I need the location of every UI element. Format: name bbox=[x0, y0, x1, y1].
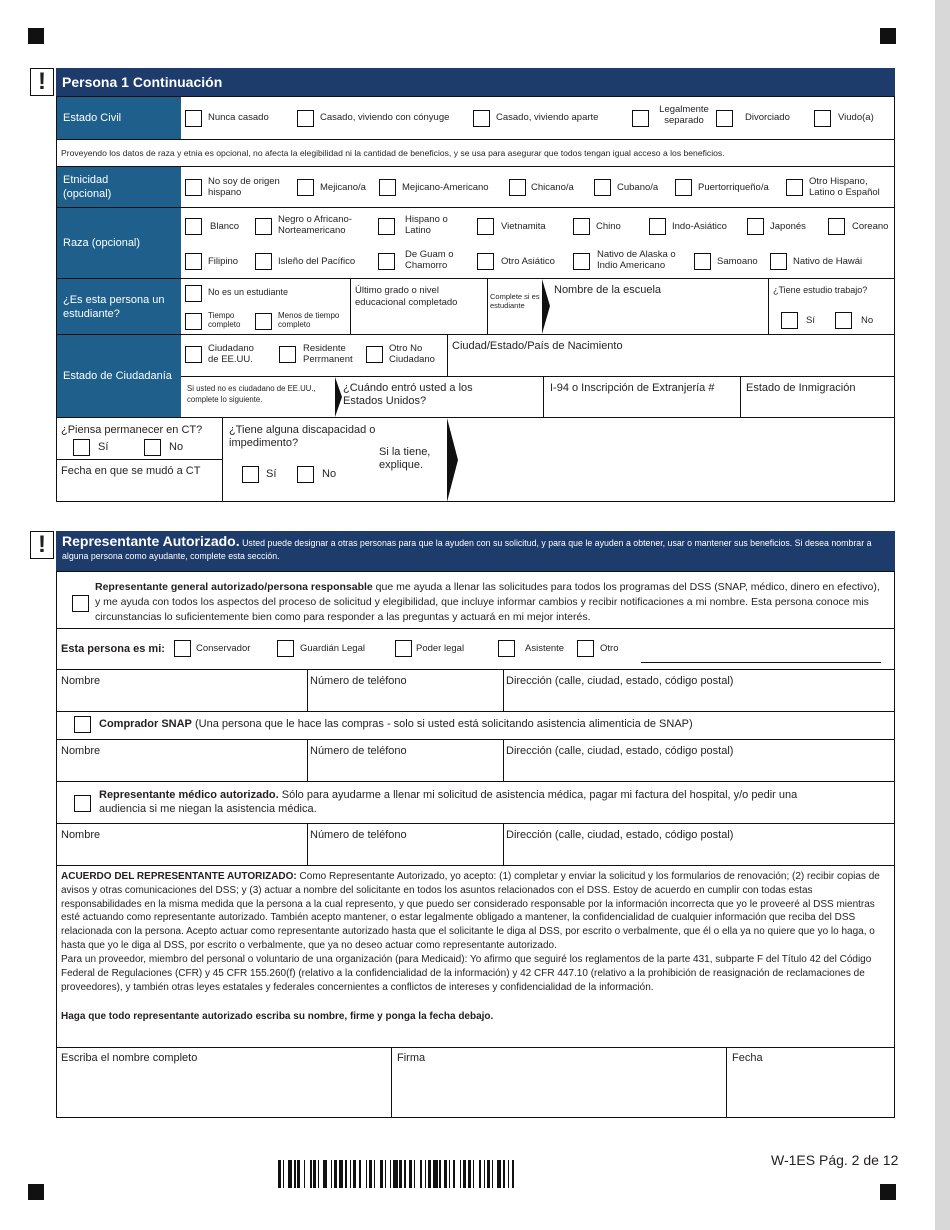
checkbox-married-living[interactable] bbox=[297, 110, 314, 127]
checkbox-asian-indian[interactable] bbox=[649, 218, 666, 235]
option-label: Legalmente separado bbox=[659, 104, 709, 126]
option-label: Blanco bbox=[210, 221, 240, 232]
checkbox-guamanian[interactable] bbox=[378, 253, 395, 270]
stay-ct-label: ¿Piensa permanecer en CT? bbox=[61, 424, 203, 436]
phone-label: Número de teléfono bbox=[310, 829, 407, 841]
registration-mark-top-left bbox=[28, 28, 44, 44]
option-label: Residente Perrmanent bbox=[303, 343, 353, 365]
ethnicity-label: Etnicidad (opcional) bbox=[57, 167, 181, 207]
no-label: No bbox=[322, 468, 337, 480]
checkbox-other-asian[interactable] bbox=[477, 253, 494, 270]
non-citizen-note: Si usted no es ciudadano de EE.UU., complete lo siguiente. bbox=[187, 384, 316, 404]
registration-mark-bottom-left bbox=[28, 1184, 44, 1200]
checkbox-stay-no[interactable] bbox=[144, 439, 161, 456]
arrow-icon bbox=[333, 377, 343, 417]
name-label: Nombre bbox=[61, 675, 101, 687]
race-note: Proveyendo los datos de raza y etnia es opcional, no afecta la elegibilidad ni la cantidad de beneficios, y se usa para asegurar que todos tengan igual acceso a los beneficios. bbox=[61, 148, 725, 158]
option-label: Japonés bbox=[770, 221, 806, 232]
checkbox-stay-yes[interactable] bbox=[73, 439, 90, 456]
checkbox-other-hispanic[interactable] bbox=[786, 179, 803, 196]
medical-rep-text: Representante médico autorizado. Sólo para ayudarme a llenar mi solicitud de asistencia médica, pagar mi factura del hospital, y/o pedir una audiencia si me niegan la asistencia médica. bbox=[99, 789, 798, 815]
option-label: No es un estudiante bbox=[208, 287, 289, 297]
checkbox-conservator[interactable] bbox=[174, 640, 191, 657]
checkbox-disability-no[interactable] bbox=[297, 466, 314, 483]
option-label: Otro Asiático bbox=[501, 256, 555, 267]
full-name-label: Escriba el nombre completo bbox=[61, 1052, 198, 1064]
disability-label: ¿Tiene alguna discapacidad o impedimento? bbox=[229, 424, 376, 449]
checkbox-other[interactable] bbox=[577, 640, 594, 657]
checkbox-mexican-american[interactable] bbox=[379, 179, 396, 196]
option-label: Conservador bbox=[196, 643, 251, 654]
arrow-icon bbox=[445, 418, 459, 502]
checkbox-full-time[interactable] bbox=[185, 313, 202, 330]
option-label: Coreano bbox=[852, 221, 889, 232]
address-label: Dirección (calle, ciudad, estado, código postal) bbox=[506, 675, 734, 687]
checkbox-vietnamese[interactable] bbox=[477, 218, 494, 235]
scrollbar[interactable] bbox=[935, 0, 950, 1230]
checkbox-married-apart[interactable] bbox=[473, 110, 490, 127]
checkbox-widowed[interactable] bbox=[814, 110, 831, 127]
option-label: No soy de origen hispano bbox=[208, 176, 280, 198]
citizenship-label: Estado de Ciudadanía bbox=[57, 335, 181, 417]
option-label: Chino bbox=[596, 221, 621, 232]
option-label: Puertorriqueño/a bbox=[698, 182, 769, 193]
checkbox-other-non-citizen[interactable] bbox=[366, 346, 383, 363]
checkbox-white[interactable] bbox=[185, 218, 202, 235]
option-label: Casado, viviendo aparte bbox=[496, 112, 599, 123]
checkbox-power-of-attorney[interactable] bbox=[395, 640, 412, 657]
other-specify-line[interactable] bbox=[641, 662, 881, 663]
date-label: Fecha bbox=[732, 1052, 763, 1064]
checkbox-snap-shopper[interactable] bbox=[74, 716, 91, 733]
section-header-person1 bbox=[56, 68, 895, 96]
race-label: Raza (opcional) bbox=[57, 208, 181, 278]
section-title: Representante Autorizado. bbox=[62, 533, 240, 549]
checkbox-medical-rep[interactable] bbox=[74, 795, 91, 812]
checkbox-legally-separated[interactable] bbox=[632, 110, 649, 127]
option-label: Ciudadano de EE.UU. bbox=[208, 343, 254, 365]
checkbox-chinese[interactable] bbox=[573, 218, 590, 235]
option-label: Nativo de Alaska o Indio Americano bbox=[597, 249, 676, 271]
marital-label: Estado Civil bbox=[57, 97, 181, 139]
checkbox-disability-yes[interactable] bbox=[242, 466, 259, 483]
option-label: Mejicano/a bbox=[320, 182, 366, 193]
no-label: No bbox=[861, 315, 874, 326]
checkbox-native-hawaiian[interactable] bbox=[770, 253, 787, 270]
option-label: Vietnamita bbox=[501, 221, 546, 232]
birth-place-label: Ciudad/Estado/País de Nacimiento bbox=[452, 340, 623, 352]
option-label: Indo-Asiático bbox=[672, 221, 727, 232]
phone-label: Número de teléfono bbox=[310, 675, 407, 687]
section-header-rep bbox=[56, 531, 895, 571]
checkbox-less-full-time[interactable] bbox=[255, 313, 272, 330]
checkbox-cuban[interactable] bbox=[594, 179, 611, 196]
arrow-icon bbox=[540, 279, 552, 334]
option-label: Filipino bbox=[208, 256, 239, 267]
checkbox-filipino[interactable] bbox=[185, 253, 202, 270]
sign-instruction: Haga que todo representante autorizado escriba su nombre, firme y ponga la fecha debajo. bbox=[61, 1011, 494, 1022]
checkbox-never-married[interactable] bbox=[185, 110, 202, 127]
option-label: Viudo(a) bbox=[838, 112, 874, 123]
signature-label: Firma bbox=[397, 1052, 426, 1064]
entry-date-label: ¿Cuándo entró usted a los Estados Unidos? bbox=[343, 382, 473, 407]
checkbox-work-study-no[interactable] bbox=[835, 312, 852, 329]
option-label: Tiempo completo bbox=[208, 311, 241, 329]
warning-icon: ! bbox=[30, 68, 54, 96]
section-title: Persona 1 Continuación bbox=[62, 74, 223, 90]
checkbox-assistant[interactable] bbox=[498, 640, 515, 657]
warning-icon: ! bbox=[30, 531, 54, 559]
section-subtitle: Usted puede designar a otras personas para que la ayuden con su solicitud, y para que le ayuden a obtener, usar o mantener sus beneficios. Si desea nombrar a alguna persona como ayudante, complete esta sección. bbox=[62, 538, 872, 561]
yes-label: Sí bbox=[98, 441, 109, 453]
checkbox-korean[interactable] bbox=[828, 218, 845, 235]
option-label: Nativo de Hawái bbox=[793, 256, 863, 267]
option-label: Otro No Ciudadano bbox=[389, 343, 435, 365]
student-label: ¿Es esta persona un estudiante? bbox=[57, 279, 181, 334]
option-label: Nunca casado bbox=[208, 112, 269, 123]
address-label: Dirección (calle, ciudad, estado, código postal) bbox=[506, 829, 734, 841]
yes-label: Sí bbox=[266, 468, 277, 480]
name-label: Nombre bbox=[61, 829, 101, 841]
option-label: Hispano o Latino bbox=[405, 214, 448, 236]
page-number: W-1ES Pág. 2 de 12 bbox=[771, 1152, 899, 1168]
option-label: Poder legal bbox=[416, 643, 465, 654]
address-label: Dirección (calle, ciudad, estado, código postal) bbox=[506, 745, 734, 757]
explain-label: Si la tiene, explique. bbox=[379, 446, 431, 471]
checkbox-chicano[interactable] bbox=[509, 179, 526, 196]
checkbox-puerto-rican[interactable] bbox=[675, 179, 692, 196]
option-label: Casado, viviendo con cónyuge bbox=[320, 112, 450, 123]
work-study-label: ¿Tiene estudio trabajo? bbox=[773, 285, 868, 295]
school-name-label: Nombre de la escuela bbox=[554, 284, 662, 296]
yes-label: Sí bbox=[806, 315, 815, 326]
no-label: No bbox=[169, 441, 184, 453]
i94-label: I-94 o Inscripción de Extranjería # bbox=[550, 382, 715, 394]
provider-text: Para un proveedor, miembro del personal o voluntario de una organización (para Medicaid): Yo afirmo que seguiré los reglamentos de la parte 431, subparte F del Título 42 del Código Federal de Regulaciones (CFR) y 45 CFR 155.260(f) (relativo a la confidencialidad de la información) y 42 CFR 447.10 (relativo a la prohibición de reasignación de reclamaciones de proveedores), y también otras leyes estatales y federales concernientes a conflictos de intereses y confidencialidad de la información. bbox=[61, 954, 872, 993]
registration-mark-bottom-right bbox=[880, 1184, 896, 1200]
move-date-label: Fecha en que se mudó a CT bbox=[61, 465, 201, 477]
name-label: Nombre bbox=[61, 745, 101, 757]
checkbox-work-study-yes[interactable] bbox=[781, 312, 798, 329]
checkbox-japanese[interactable] bbox=[747, 218, 764, 235]
option-label: Asistente bbox=[525, 643, 565, 654]
complete-if-student: Complete si es estudiante bbox=[490, 292, 540, 310]
checkbox-not-hispanic[interactable] bbox=[185, 179, 202, 196]
option-label: Negro o Africano-Norteamericano bbox=[278, 214, 352, 236]
checkbox-hispanic-latino[interactable] bbox=[378, 218, 395, 235]
checkbox-samoan[interactable] bbox=[694, 253, 711, 270]
option-label: Chicano/a bbox=[531, 182, 574, 193]
immigration-status-label: Estado de Inmigración bbox=[746, 382, 856, 394]
checkbox-divorced[interactable] bbox=[716, 110, 733, 127]
option-label: Otro bbox=[600, 643, 619, 654]
checkbox-pacific-islander[interactable] bbox=[255, 253, 272, 270]
option-label: Otro Hispano, Latino o Español bbox=[809, 176, 880, 198]
agreement-text: ACUERDO DEL REPRESENTANTE AUTORIZADO: Como Representante Autorizado, yo acepto: (1) completar y enviar la solicitud y los formularios de renovación; (2) recibir copias de avisos y otras comunicaciones del DSS; y (3) actuar a nombre del solicitante en todos los asuntos relacionados con el DSS. Estoy de acuerdo en cumplir con todas estas responsabilidades en la misma medida que la persona a la cual represento, y que puedo ser considerado responsable por la información incorrecta que yo le proveeré al DSS mientras esté actuando como representante autorizado. También acepto mantener, o estar legalmente obligado a mantener, la confidencialidad de cualquier información que reciba del DSS relacionada con la persona. Acepto actuar como representante autorizado hasta que el solicitante le diga al DSS, por escrito o verbalmente, que él o ella ya no quiere que yo lo haga, o hasta que yo le diga al DSS, por escrito o verbalmente, que ya no deseo actuar como representante autorizado. bbox=[61, 871, 880, 951]
snap-text: Comprador SNAP (Una persona que le hace las compras - solo si usted está solicitando asistencia alimenticia de SNAP) bbox=[99, 718, 693, 730]
checkbox-legal-guardian[interactable] bbox=[277, 640, 294, 657]
option-label: De Guam o Chamorro bbox=[405, 249, 454, 271]
registration-mark-top-right bbox=[880, 28, 896, 44]
general-rep-text: Representante general autorizado/persona responsable que me ayuda a llenar las solicitudes para todos los programas del DSS (SNAP, médico, dinero en efectivo), y me ayuda con todos los aspectos del proceso de solicitud y elegibilidad, que incluye informar cambios y recibir notificaciones a mi nombre. Esta persona conoce mis circunstancias lo suficientemente bien como para responder a las preguntas y actuará en mi mejor interés. bbox=[95, 581, 880, 623]
option-label: Guardián Legal bbox=[300, 643, 365, 654]
barcode bbox=[278, 1160, 630, 1188]
checkbox-mexican[interactable] bbox=[297, 179, 314, 196]
checkbox-black[interactable] bbox=[255, 218, 272, 235]
checkbox-us-citizen[interactable] bbox=[185, 346, 202, 363]
option-label: Isleño del Pacífico bbox=[278, 256, 356, 267]
option-label: Menos de tiempo completo bbox=[278, 311, 340, 329]
phone-label: Número de teléfono bbox=[310, 745, 407, 757]
last-grade-label: Último grado o nivel educacional completado bbox=[355, 285, 458, 308]
checkbox-general-rep[interactable] bbox=[72, 595, 89, 612]
option-label: Mejicano-Americano bbox=[402, 182, 489, 193]
option-label: Cubano/a bbox=[617, 182, 659, 193]
checkbox-permanent-resident[interactable] bbox=[279, 346, 296, 363]
barcode-bar bbox=[514, 1160, 516, 1188]
option-label: Divorciado bbox=[745, 112, 790, 123]
checkbox-not-student[interactable] bbox=[185, 285, 202, 302]
checkbox-alaska-native[interactable] bbox=[573, 253, 590, 270]
option-label: Samoano bbox=[717, 256, 758, 267]
this-person-label: Esta persona es mi: bbox=[61, 643, 165, 655]
